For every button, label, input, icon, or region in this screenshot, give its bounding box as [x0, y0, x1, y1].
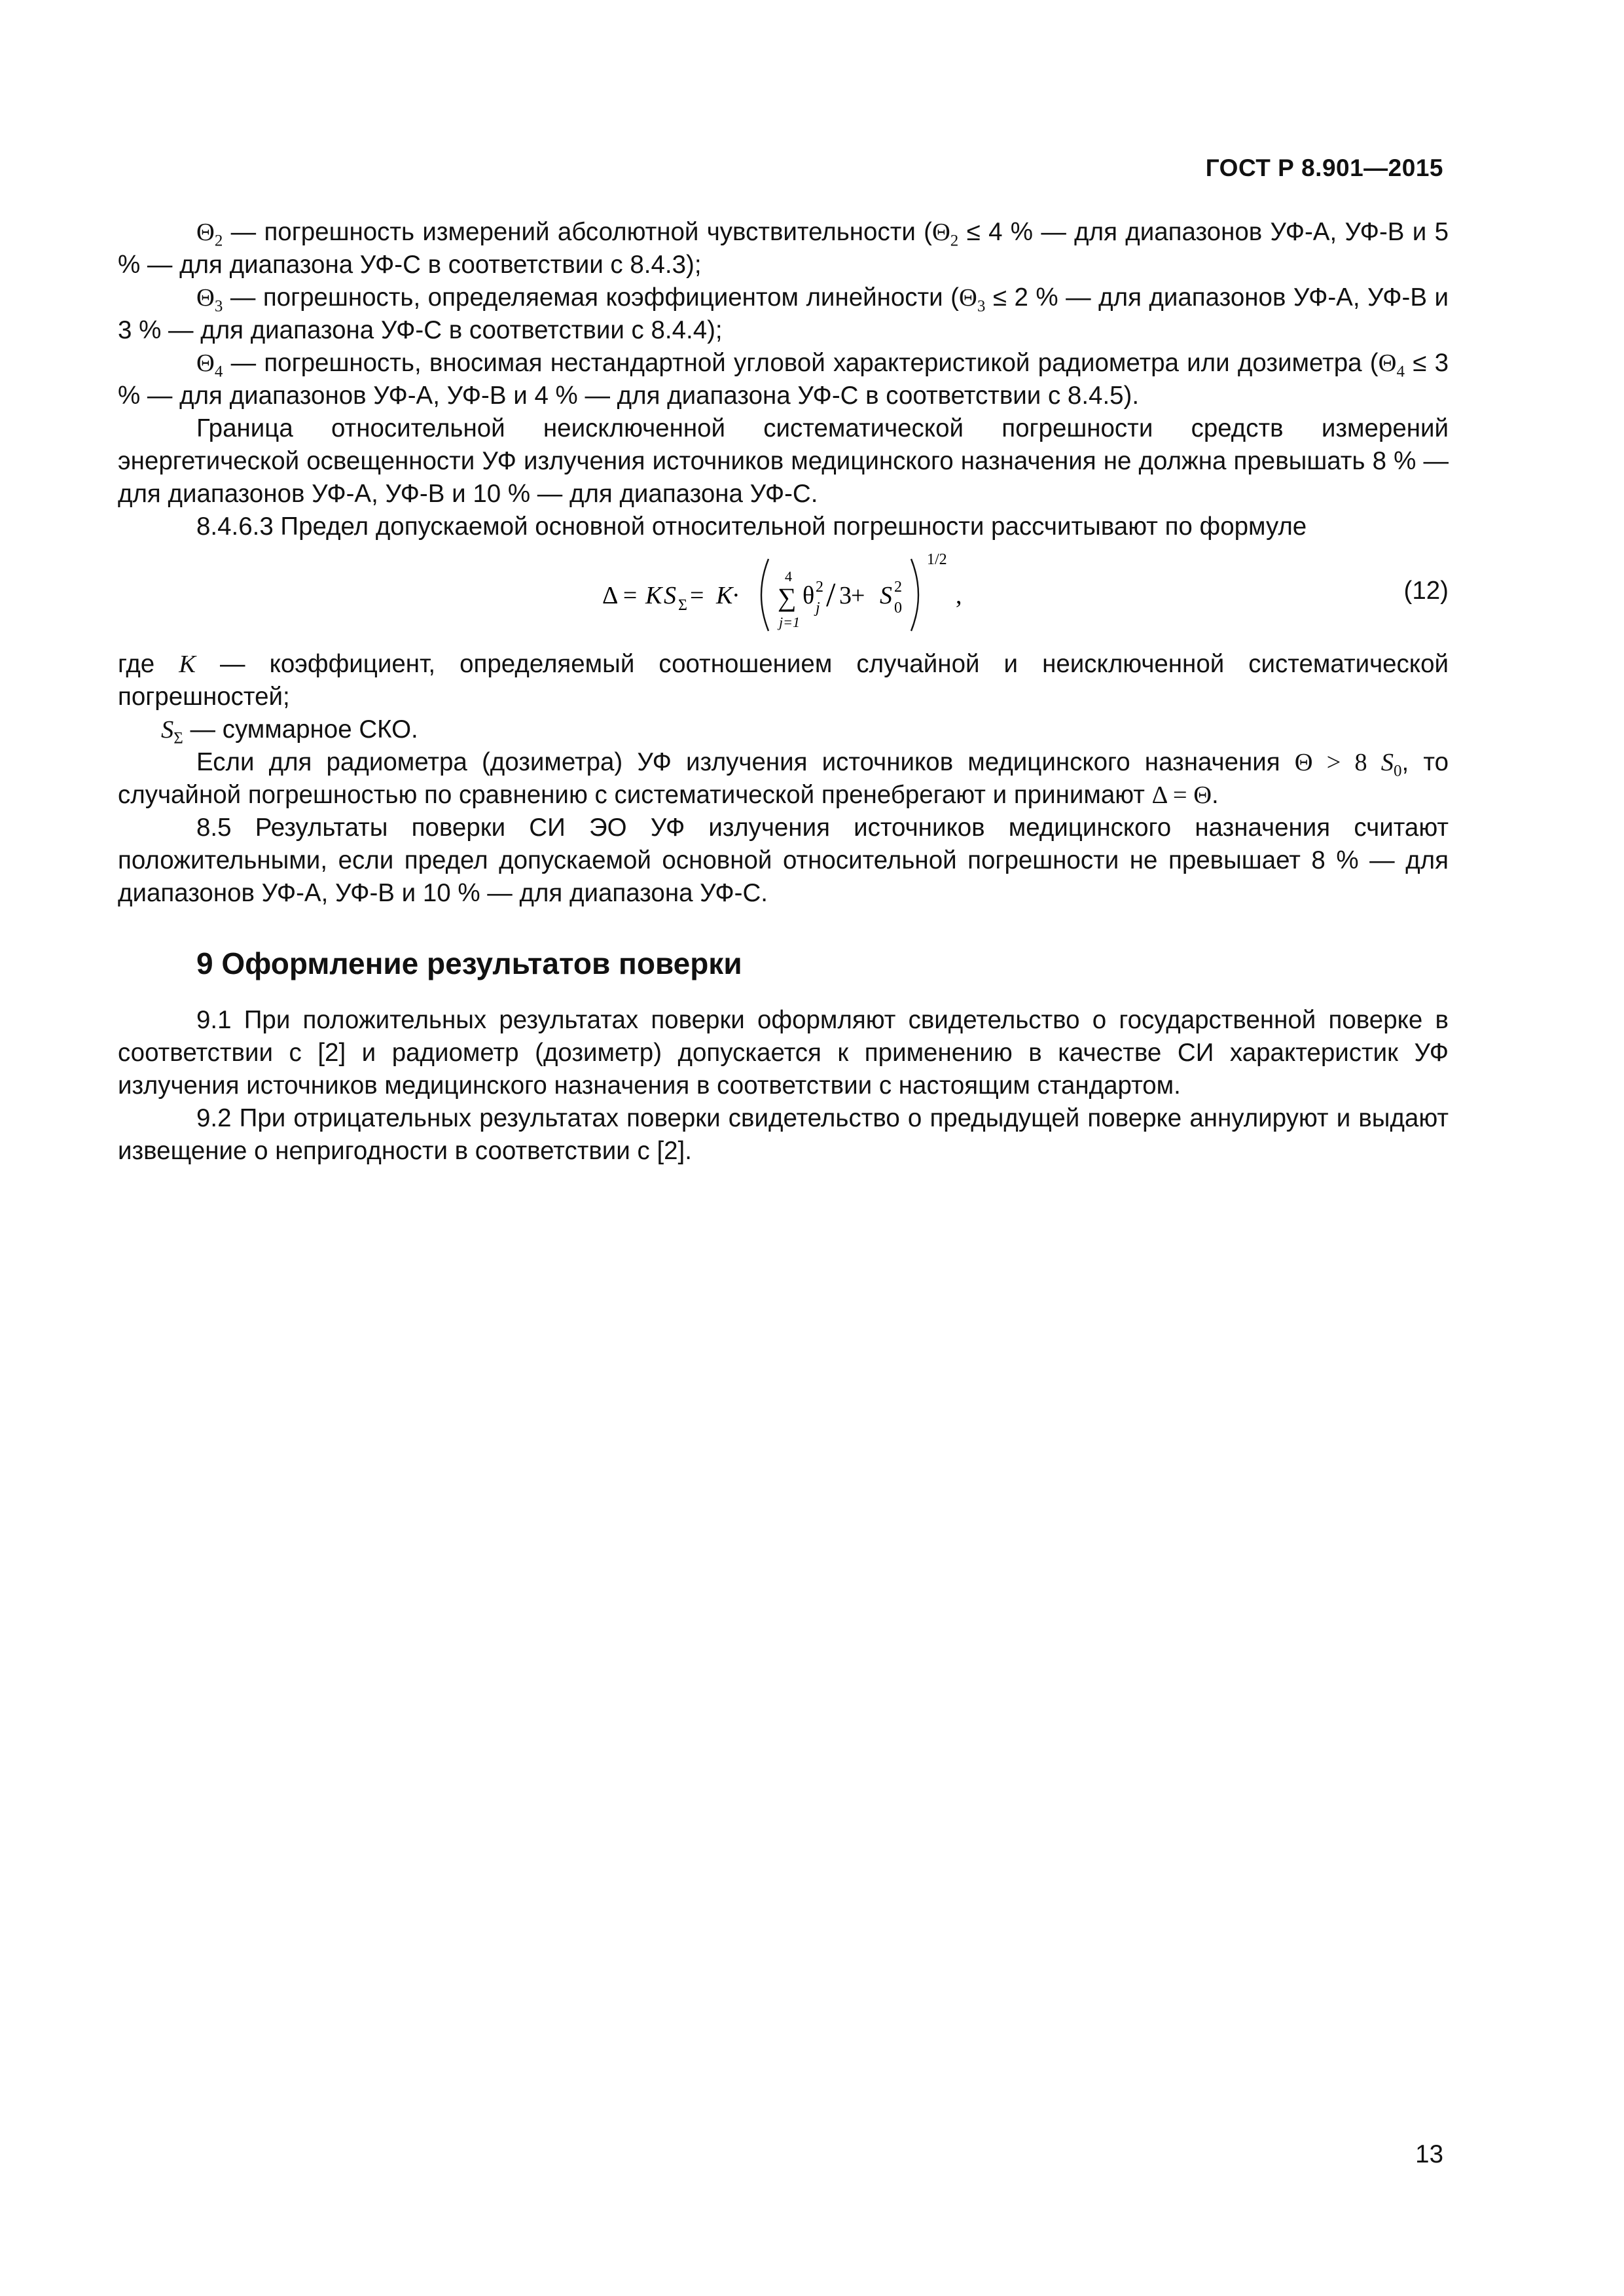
- theta2-subscript: 2: [214, 232, 223, 250]
- paragraph-8-4-6-3: 8.4.6.3 Предел допускаемой основной относительной погрешности рассчитывают по формуле: [196, 512, 1307, 541]
- if-s-symbol: S: [1380, 749, 1394, 776]
- theta3-text-b: ≤ 2 % — для диапазонов УФ-А, УФ-В и 3 % — для диапазона УФ-С в соответствии с 8.4.4);: [118, 283, 1449, 344]
- if-end: .: [1212, 781, 1219, 809]
- formula-comma: ,: [956, 582, 962, 609]
- spacer: [118, 910, 1449, 944]
- formula-s: S: [664, 582, 676, 609]
- where-k-text: — коэффициент, определяемый соотношением случайной и неисключенной систематической погрешностей;: [118, 650, 1449, 711]
- formula-slash: /: [826, 577, 836, 614]
- paragraph-9-1: 9.1 При положительных результатах поверки оформляют свидетельство о государственной поверке в соответствии с [2] и радиометр (дозиметр) допускается к применению в качестве СИ характеристик УФ излучения источников медицинского назначения в соответствии с настоящим стандартом.: [118, 1006, 1449, 1100]
- theta2-cond-symbol: Θ: [931, 219, 950, 246]
- theta2-text-b: ≤ 4 % — для диапазонов УФ-А, УФ-В и 5 % — для диапазона УФ-С в соответствии с 8.4.3);: [118, 218, 1449, 279]
- document-body: [118, 216, 1449, 1168]
- formula-12: [602, 546, 969, 644]
- theta4-cond-subscript: 4: [1396, 363, 1405, 381]
- if-radiometer-paragraph: [118, 746, 1449, 812]
- s-sum-text: — суммарное СКО.: [183, 715, 418, 744]
- paragraph-9-2: 9.2 При отрицательных результатах поверки свидетельство о предыдущей поверке аннулируют и выдают извещение о непригодности в соответствии с [2].: [118, 1104, 1449, 1165]
- formula-s0-sup: 2: [894, 579, 902, 596]
- formula-theta: θ: [803, 582, 815, 609]
- if-s-subscript: 0: [1394, 762, 1402, 780]
- if-text-b: , то случайной погрешностью по сравнению с систематической пренебрегают и принимают: [118, 748, 1449, 809]
- where-k-prefix: где: [118, 650, 179, 678]
- formula-three: 3: [839, 582, 852, 609]
- if-math-result: Δ = Θ: [1151, 781, 1212, 809]
- item-theta2: [118, 216, 1449, 281]
- theta4-cond-symbol: Θ: [1378, 350, 1397, 377]
- formula-number: (12): [1403, 577, 1449, 605]
- theta2-symbol: Θ: [196, 219, 215, 246]
- if-math-condition: Θ > 8: [1294, 749, 1381, 776]
- theta3-cond-symbol: Θ: [959, 284, 977, 312]
- theta4-subscript: 4: [214, 363, 223, 381]
- s-sum-subscript: Σ: [173, 729, 183, 747]
- formula-eq: =: [690, 582, 704, 609]
- document-code-header: ГОСТ Р 8.901—2015: [1205, 154, 1443, 181]
- theta4-text-b: ≤ 3 % — для диапазонов УФ-А, УФ-В и 4 % — для диапазона УФ-С в соответствии с 8.4.5).: [118, 349, 1449, 410]
- theta2-cond-subscript: 2: [950, 232, 959, 250]
- theta3-cond-subscript: 3: [977, 297, 986, 315]
- formula-sum-symbol: ∑: [778, 583, 797, 612]
- spacer: [118, 983, 1449, 1004]
- formula-k: K: [645, 582, 662, 609]
- formula-sum-bottom: j=1: [779, 614, 800, 630]
- formula-plus: +: [851, 582, 865, 609]
- formula-s0-sub: 0: [894, 600, 902, 617]
- s-sum-paragraph: [118, 713, 1449, 746]
- s-sum-symbol: S: [161, 716, 174, 744]
- formula-right-paren: [911, 559, 918, 631]
- theta3-text-a: — погрешность, определяемая коэффициентом линейности (: [223, 283, 960, 312]
- theta3-subscript: 3: [214, 297, 223, 315]
- theta2-text-a: — погрешность измерений абсолютной чувствительности (: [223, 218, 932, 246]
- formula-12-row: [118, 543, 1449, 648]
- formula-sum-top: 4: [785, 568, 792, 584]
- formula-s-sub: Σ: [678, 597, 687, 614]
- where-k-symbol: K: [179, 651, 196, 678]
- where-k-paragraph: [118, 648, 1449, 713]
- page-number: 13: [1415, 2140, 1443, 2168]
- formula-dot: ·: [732, 582, 740, 609]
- item-theta4: [118, 347, 1449, 412]
- formula-theta-sup: 2: [816, 579, 823, 596]
- paragraph-8-5: 8.5 Результаты поверки СИ ЭО УФ излучения источников медицинского назначения считают положительными, если предел допускаемой основной относительной погрешности не превышает 8 % — для диапазонов УФ-А, УФ-В и 10 % — для диапазона УФ-С.: [118, 814, 1449, 907]
- if-text-a: Если для радиометра (дозиметра) УФ излучения источников медицинского назначения: [196, 748, 1295, 776]
- theta3-symbol: Θ: [196, 284, 215, 312]
- item-theta3: [118, 281, 1449, 347]
- formula-theta-sub: j: [816, 600, 820, 617]
- theta4-text-a: — погрешность, вносимая нестандартной угловой характеристикой радиометра или дозиметра (: [223, 349, 1379, 377]
- formula-lhs: Δ =: [602, 582, 638, 609]
- boundary-paragraph: Граница относительной неисключенной систематической погрешности средств измерений энергетической освещенности УФ излучения источников медицинского назначения не должна превышать 8 % — для диапазонов УФ-А, УФ-В и 10 % — для диапазона УФ-С.: [118, 414, 1449, 508]
- formula-exponent: 1/2: [927, 551, 947, 568]
- theta4-symbol: Θ: [196, 350, 215, 377]
- formula-k2: K: [716, 582, 733, 609]
- section-9-title: 9 Оформление результатов поверки: [196, 946, 742, 980]
- formula-left-paren: [761, 559, 768, 631]
- formula-s0: S: [880, 582, 892, 609]
